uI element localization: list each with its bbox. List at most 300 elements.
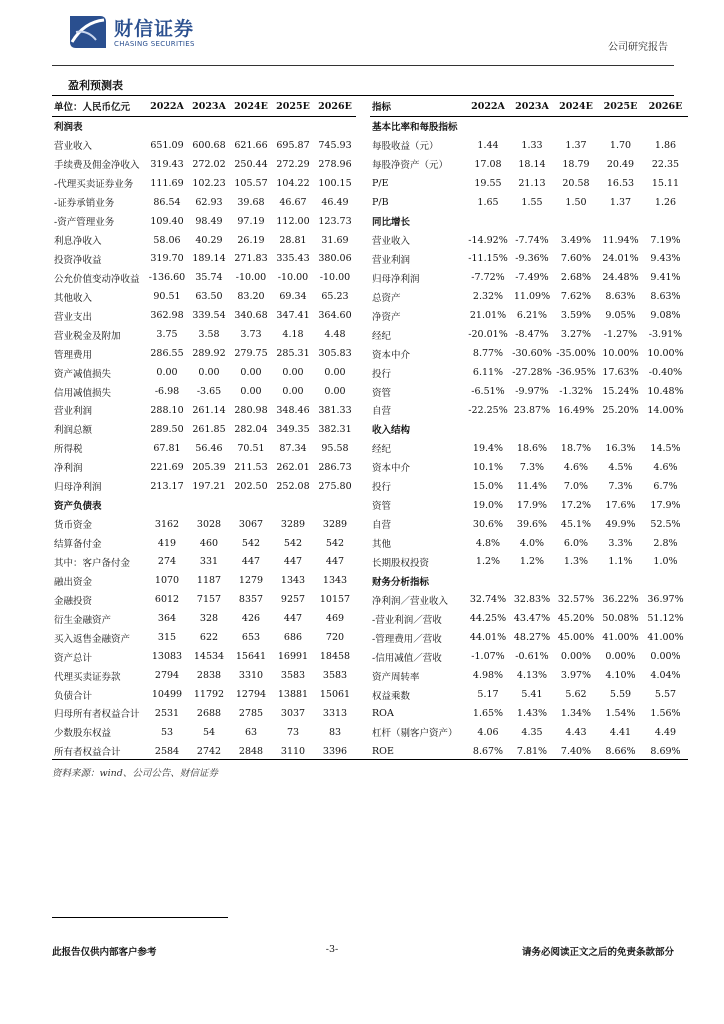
row-label: 权益乘数 bbox=[372, 690, 411, 702]
cell-value: 63.50 bbox=[195, 291, 223, 303]
section-title: 利润表 bbox=[54, 122, 83, 134]
table-row bbox=[370, 666, 688, 685]
row-label: -资产管理业务 bbox=[54, 217, 115, 229]
row-label: ROE bbox=[372, 745, 394, 757]
row-label: 货币资金 bbox=[54, 520, 93, 532]
cell-value: 419 bbox=[157, 537, 177, 549]
cell-value: 542 bbox=[241, 537, 261, 549]
metric-label: 指标 bbox=[370, 97, 466, 116]
cell-value: 54 bbox=[202, 726, 216, 738]
cell-value: 3313 bbox=[322, 707, 348, 719]
cell-value: 11.4% bbox=[516, 480, 548, 492]
table-row bbox=[52, 268, 356, 287]
cell-value: 24.01% bbox=[602, 253, 639, 265]
cell-value: 3396 bbox=[322, 745, 348, 757]
cell-value: 9.43% bbox=[650, 253, 681, 265]
cell-value: 8.69% bbox=[650, 745, 681, 757]
row-label: 自营 bbox=[372, 520, 392, 532]
cell-value: 12794 bbox=[235, 689, 267, 701]
cell-value: 17.6% bbox=[605, 499, 636, 511]
cell-value: 48.27% bbox=[513, 632, 551, 644]
cell-value: 1070 bbox=[154, 575, 180, 587]
cell-value: 261.85 bbox=[192, 423, 226, 435]
row-label: 投资净收益 bbox=[54, 254, 102, 266]
cell-value: 100.15 bbox=[318, 177, 352, 189]
unit-label: 单位：人民币亿元 bbox=[52, 97, 146, 116]
cell-value: 18.6% bbox=[516, 442, 548, 454]
cell-value bbox=[230, 116, 272, 135]
cell-value: -0.61% bbox=[515, 651, 549, 663]
cell-value: 109.40 bbox=[150, 215, 184, 227]
row-label: 管理费用 bbox=[54, 349, 93, 361]
cell-value: 102.23 bbox=[192, 177, 226, 189]
cell-value: -27.28% bbox=[512, 367, 552, 379]
cell-value bbox=[466, 571, 510, 590]
cell-value: 319.43 bbox=[150, 158, 184, 170]
cell-value: 65.23 bbox=[321, 291, 349, 303]
cell-value: 4.13% bbox=[516, 670, 548, 682]
cell-value: 5.17 bbox=[477, 689, 499, 701]
table-row bbox=[52, 287, 356, 306]
table-row bbox=[52, 231, 356, 250]
cell-value: 695.87 bbox=[276, 139, 310, 151]
table-row bbox=[52, 306, 356, 325]
cell-value: 86.54 bbox=[153, 196, 181, 208]
cell-value: 1.33 bbox=[521, 139, 543, 151]
row-label: 资产周转率 bbox=[372, 671, 420, 683]
cell-value: 46.67 bbox=[279, 196, 307, 208]
cell-value: 6.0% bbox=[563, 537, 589, 549]
cell-value: 364 bbox=[157, 613, 177, 625]
cell-value: 18.7% bbox=[560, 442, 592, 454]
cell-value: 211.53 bbox=[234, 461, 268, 473]
cell-value: -7.49% bbox=[515, 272, 549, 284]
table-row bbox=[52, 477, 356, 496]
cell-value: 17.2% bbox=[560, 499, 592, 511]
section-header-row bbox=[52, 116, 356, 135]
cell-value: 4.6% bbox=[653, 461, 678, 473]
row-label: 公允价值变动净收益 bbox=[54, 273, 140, 285]
table-row bbox=[370, 382, 688, 401]
cell-value: 282.04 bbox=[234, 423, 268, 435]
cell-value: -22.25% bbox=[468, 404, 508, 416]
table-row bbox=[370, 155, 688, 174]
cell-value: 63 bbox=[244, 726, 258, 738]
cell-value: 3.58 bbox=[198, 329, 220, 341]
cell-value: 3067 bbox=[238, 518, 264, 530]
row-label: 资管 bbox=[372, 387, 392, 399]
cell-value: 14.5% bbox=[650, 442, 681, 454]
cell-value: 30.6% bbox=[472, 518, 504, 530]
cell-value: 0.00 bbox=[324, 367, 346, 379]
table-row bbox=[370, 268, 688, 287]
page-title: 盈利预测表 bbox=[68, 79, 123, 92]
cell-value: 348.46 bbox=[276, 404, 310, 416]
row-label: 资管 bbox=[372, 501, 392, 513]
cell-value: 4.0% bbox=[519, 537, 545, 549]
cell-value: 16991 bbox=[277, 651, 309, 663]
cell-value: 0.00% bbox=[650, 651, 681, 663]
cell-value: 15061 bbox=[319, 689, 351, 701]
cell-value bbox=[643, 212, 688, 231]
cell-value: 1.65% bbox=[472, 707, 504, 719]
row-label: 总资产 bbox=[372, 292, 401, 304]
cell-value: 36.97% bbox=[647, 594, 684, 606]
cell-value: 447 bbox=[241, 556, 261, 568]
cell-value bbox=[230, 496, 272, 515]
cell-value: 111.69 bbox=[150, 177, 184, 189]
logo-mark-icon bbox=[66, 12, 110, 52]
report-type: 公司研究报告 bbox=[608, 42, 668, 53]
table-row bbox=[52, 344, 356, 363]
cell-value: 0.00 bbox=[282, 367, 304, 379]
cell-value bbox=[510, 571, 554, 590]
cell-value: 3028 bbox=[196, 518, 222, 530]
cell-value: 44.01% bbox=[469, 632, 507, 644]
cell-value: 83.20 bbox=[237, 291, 265, 303]
table-row bbox=[370, 590, 688, 609]
table-header-row bbox=[370, 97, 688, 116]
cell-value: 2.32% bbox=[472, 291, 504, 303]
cell-value bbox=[466, 212, 510, 231]
table-row bbox=[370, 534, 688, 553]
cell-value: 44.25% bbox=[469, 613, 507, 625]
cell-value: 252.08 bbox=[276, 480, 310, 492]
row-label: 归母净利润 bbox=[372, 273, 420, 285]
cell-value: -1.07% bbox=[471, 651, 505, 663]
cell-value: 1.65 bbox=[477, 196, 499, 208]
table-row bbox=[52, 363, 356, 382]
year-header: 2024E bbox=[230, 97, 272, 116]
cell-value: 4.04% bbox=[650, 670, 681, 682]
row-label: 其他 bbox=[372, 539, 392, 551]
table-row bbox=[370, 401, 688, 420]
section-header-row bbox=[52, 496, 356, 515]
cell-value: 5.62 bbox=[565, 689, 587, 701]
row-label: 资本中介 bbox=[372, 349, 411, 361]
year-header: 2023A bbox=[510, 97, 554, 116]
cell-value: 10.00% bbox=[602, 348, 639, 360]
table-row bbox=[370, 231, 688, 250]
cell-value: 202.50 bbox=[234, 480, 268, 492]
cell-value: 2688 bbox=[196, 707, 222, 719]
cell-value bbox=[466, 420, 510, 439]
cell-value bbox=[146, 116, 188, 135]
table-row bbox=[52, 325, 356, 344]
cell-value: 6.11% bbox=[472, 367, 504, 379]
cell-value bbox=[314, 496, 356, 515]
table-row bbox=[52, 212, 356, 231]
section-title: 同比增长 bbox=[372, 217, 411, 229]
cell-value bbox=[554, 420, 598, 439]
cell-value bbox=[510, 212, 554, 231]
table-row bbox=[370, 704, 688, 723]
table-row bbox=[370, 306, 688, 325]
row-label: 利润总额 bbox=[54, 425, 93, 437]
footnote-divider bbox=[52, 917, 228, 918]
cell-value bbox=[598, 571, 643, 590]
row-label: 营业收入 bbox=[372, 236, 411, 248]
table-row bbox=[370, 193, 688, 212]
row-label: 净资产 bbox=[372, 311, 401, 323]
cell-value bbox=[188, 116, 230, 135]
cell-value: 0.00 bbox=[282, 386, 304, 398]
row-label: 利息净收入 bbox=[54, 236, 102, 248]
year-header: 2023A bbox=[188, 97, 230, 116]
cell-value: 19.4% bbox=[472, 442, 504, 454]
cell-value: 331 bbox=[199, 556, 219, 568]
row-label: 手续费及佣金净收入 bbox=[54, 160, 140, 172]
cell-value: 460 bbox=[199, 537, 219, 549]
cell-value: 3583 bbox=[280, 670, 306, 682]
cell-value: 2531 bbox=[154, 707, 180, 719]
table-row bbox=[52, 250, 356, 269]
cell-value: 3.49% bbox=[560, 234, 592, 246]
cell-value: 11792 bbox=[193, 689, 225, 701]
section-title: 基本比率和每股指标 bbox=[372, 122, 458, 134]
cell-value: 8357 bbox=[238, 594, 264, 606]
cell-value: -8.47% bbox=[515, 329, 549, 341]
cell-value: 70.51 bbox=[237, 442, 265, 454]
row-label: 信用减值损失 bbox=[54, 387, 112, 399]
cell-value: 10.00% bbox=[647, 348, 684, 360]
cell-value: -1.32% bbox=[559, 386, 593, 398]
cell-value: 97.19 bbox=[237, 215, 265, 227]
table-row bbox=[52, 420, 356, 439]
table-row bbox=[370, 628, 688, 647]
cell-value: 104.22 bbox=[276, 177, 310, 189]
cell-value: 622 bbox=[199, 632, 219, 644]
cell-value: 35.74 bbox=[195, 272, 223, 284]
cell-value: 3037 bbox=[280, 707, 306, 719]
year-header: 2022A bbox=[466, 97, 510, 116]
cell-value: 2785 bbox=[238, 707, 264, 719]
cell-value: 8.63% bbox=[650, 291, 681, 303]
cell-value: 1.37 bbox=[609, 196, 632, 208]
cell-value: 621.66 bbox=[234, 139, 268, 151]
cell-value: 7157 bbox=[196, 594, 222, 606]
cell-value: 3162 bbox=[154, 518, 180, 530]
cell-value: 447 bbox=[325, 556, 345, 568]
cell-value bbox=[598, 212, 643, 231]
year-header: 2022A bbox=[146, 97, 188, 116]
table-row bbox=[52, 609, 356, 628]
cell-value: 4.6% bbox=[563, 461, 589, 473]
cell-value: 271.83 bbox=[234, 253, 268, 265]
cell-value: 335.43 bbox=[276, 253, 310, 265]
cell-value: 45.00% bbox=[557, 632, 595, 644]
row-label: 经纪 bbox=[372, 444, 392, 456]
row-label: 营业收入 bbox=[54, 141, 93, 153]
source-note: 资料来源：wind、公司公告、财信证券 bbox=[52, 768, 218, 779]
row-label: 营业利润 bbox=[372, 254, 411, 266]
table-row bbox=[370, 136, 688, 155]
cell-value: 289.50 bbox=[150, 423, 184, 435]
page-number: -3- bbox=[325, 944, 339, 955]
table-row bbox=[52, 458, 356, 477]
cell-value: 2.8% bbox=[653, 537, 678, 549]
cell-value: 123.73 bbox=[318, 215, 352, 227]
cell-value: 17.9% bbox=[516, 499, 548, 511]
cell-value: -10.00 bbox=[277, 272, 309, 284]
cell-value: 4.06 bbox=[477, 726, 499, 738]
cell-value: 469 bbox=[325, 613, 345, 625]
cell-value: 18458 bbox=[319, 651, 351, 663]
cell-value: 213.17 bbox=[150, 480, 184, 492]
cell-value: 339.54 bbox=[192, 310, 226, 322]
cell-value: 50.08% bbox=[602, 613, 639, 625]
cell-value: 279.75 bbox=[234, 348, 268, 360]
cell-value: 15.24% bbox=[602, 386, 639, 398]
cell-value: 16.53 bbox=[606, 177, 635, 189]
cell-value: 7.60% bbox=[560, 253, 592, 265]
table-row bbox=[52, 666, 356, 685]
table-row bbox=[52, 136, 356, 155]
cell-value: 4.98% bbox=[472, 670, 504, 682]
table-row bbox=[370, 553, 688, 572]
cell-value: 3110 bbox=[280, 745, 306, 757]
cell-value: 0.00 bbox=[198, 367, 220, 379]
cell-value: 315 bbox=[157, 632, 177, 644]
cell-value: 1.54% bbox=[605, 707, 636, 719]
cell-value: -9.36% bbox=[515, 253, 549, 265]
cell-value bbox=[272, 496, 314, 515]
cell-value: -3.65 bbox=[196, 386, 222, 398]
row-label: P/B bbox=[372, 196, 389, 208]
cell-value: 10.1% bbox=[472, 461, 504, 473]
cell-value: -7.74% bbox=[515, 234, 549, 246]
table-row bbox=[370, 685, 688, 704]
table-row bbox=[370, 250, 688, 269]
cell-value bbox=[554, 116, 598, 135]
row-label: 所得税 bbox=[54, 444, 83, 456]
cell-value: 4.10% bbox=[605, 670, 636, 682]
cell-value: 45.20% bbox=[557, 613, 595, 625]
cell-value: 4.8% bbox=[475, 537, 501, 549]
cell-value: 600.68 bbox=[192, 139, 226, 151]
cell-value bbox=[314, 116, 356, 135]
cell-value bbox=[554, 571, 598, 590]
cell-value bbox=[598, 420, 643, 439]
cell-value: 6.21% bbox=[516, 310, 548, 322]
cell-value: -136.60 bbox=[148, 272, 186, 284]
cell-value: 0.00 bbox=[324, 386, 346, 398]
ratio-table bbox=[370, 97, 688, 761]
cell-value: 26.19 bbox=[237, 234, 265, 246]
table-row bbox=[370, 647, 688, 666]
cell-value: 653 bbox=[241, 632, 261, 644]
table-row bbox=[52, 628, 356, 647]
row-label: 归母所有者权益合计 bbox=[54, 709, 140, 721]
cell-value: 3.75 bbox=[156, 329, 178, 341]
cell-value: 286.73 bbox=[318, 461, 352, 473]
cell-value: 349.35 bbox=[276, 423, 310, 435]
table-row bbox=[52, 590, 356, 609]
table-row bbox=[370, 363, 688, 382]
cell-value: 7.3% bbox=[519, 461, 545, 473]
cell-value: 23.87% bbox=[513, 404, 551, 416]
footer-disclaimer: 此报告仅供内部客户参考 bbox=[52, 947, 157, 958]
cell-value: -10.00 bbox=[235, 272, 267, 284]
cell-value: 686 bbox=[283, 632, 303, 644]
income-balance-table bbox=[52, 97, 356, 761]
cell-value: 90.51 bbox=[153, 291, 181, 303]
cell-value: 5.57 bbox=[654, 689, 677, 701]
cell-value bbox=[272, 116, 314, 135]
cell-value: 39.68 bbox=[237, 196, 265, 208]
cell-value: 19.0% bbox=[472, 499, 504, 511]
cell-value: 205.39 bbox=[192, 461, 226, 473]
row-label: 其中：客户备付金 bbox=[54, 557, 131, 569]
cell-value: -20.01% bbox=[468, 329, 508, 341]
row-label: 融出资金 bbox=[54, 576, 93, 588]
cell-value: 31.69 bbox=[321, 234, 349, 246]
table-row bbox=[52, 515, 356, 534]
cell-value: 1.2% bbox=[519, 556, 545, 568]
cell-value: 2838 bbox=[196, 670, 222, 682]
table-row bbox=[52, 571, 356, 590]
cell-value: 1.34% bbox=[560, 707, 592, 719]
cell-value: 364.60 bbox=[318, 310, 352, 322]
table-row bbox=[370, 477, 688, 496]
row-label: 投行 bbox=[372, 368, 392, 380]
table-row bbox=[370, 609, 688, 628]
cell-value: 382.31 bbox=[318, 423, 352, 435]
row-label: 长期股权投资 bbox=[372, 557, 430, 569]
cell-value: 58.06 bbox=[153, 234, 181, 246]
cell-value: 13083 bbox=[151, 651, 183, 663]
cell-value: 52.5% bbox=[650, 518, 681, 530]
table-row bbox=[52, 439, 356, 458]
table-row bbox=[52, 553, 356, 572]
cell-value: 9.05% bbox=[605, 310, 636, 322]
table-row bbox=[370, 439, 688, 458]
cell-value: 56.46 bbox=[195, 442, 223, 454]
cell-value: 272.02 bbox=[192, 158, 226, 170]
cell-value: 17.08 bbox=[474, 158, 502, 170]
cell-value: 98.49 bbox=[195, 215, 223, 227]
cell-value: 2742 bbox=[196, 745, 222, 757]
cell-value: 7.0% bbox=[563, 480, 589, 492]
cell-value: 20.49 bbox=[606, 158, 635, 170]
cell-value: 16.3% bbox=[605, 442, 636, 454]
cell-value: 7.40% bbox=[560, 745, 592, 757]
row-label: 买入返售金融资产 bbox=[54, 633, 131, 645]
table-row bbox=[52, 174, 356, 193]
logo-company-cn: 财信证券 bbox=[114, 18, 195, 40]
cell-value: 542 bbox=[283, 537, 303, 549]
cell-value: 0.00% bbox=[560, 651, 592, 663]
table-row bbox=[52, 382, 356, 401]
cell-value: 8.63% bbox=[605, 291, 636, 303]
cell-value: 720 bbox=[325, 632, 345, 644]
table-row bbox=[52, 723, 356, 742]
cell-value: 4.5% bbox=[608, 461, 633, 473]
table-row bbox=[370, 515, 688, 534]
cell-value: 362.98 bbox=[150, 310, 184, 322]
cell-value: 13881 bbox=[277, 689, 309, 701]
cell-value: 1.50 bbox=[565, 196, 587, 208]
section-header-row bbox=[370, 116, 688, 135]
row-label: -信用减值／营收 bbox=[372, 652, 442, 664]
cell-value: 11.09% bbox=[513, 291, 551, 303]
row-label: 资产减值损失 bbox=[54, 368, 112, 380]
row-label: -营业利润／营收 bbox=[372, 614, 442, 626]
section-header-row bbox=[370, 212, 688, 231]
row-label: ROA bbox=[372, 707, 394, 719]
cell-value: 83 bbox=[328, 726, 342, 738]
cell-value: 289.92 bbox=[192, 348, 226, 360]
